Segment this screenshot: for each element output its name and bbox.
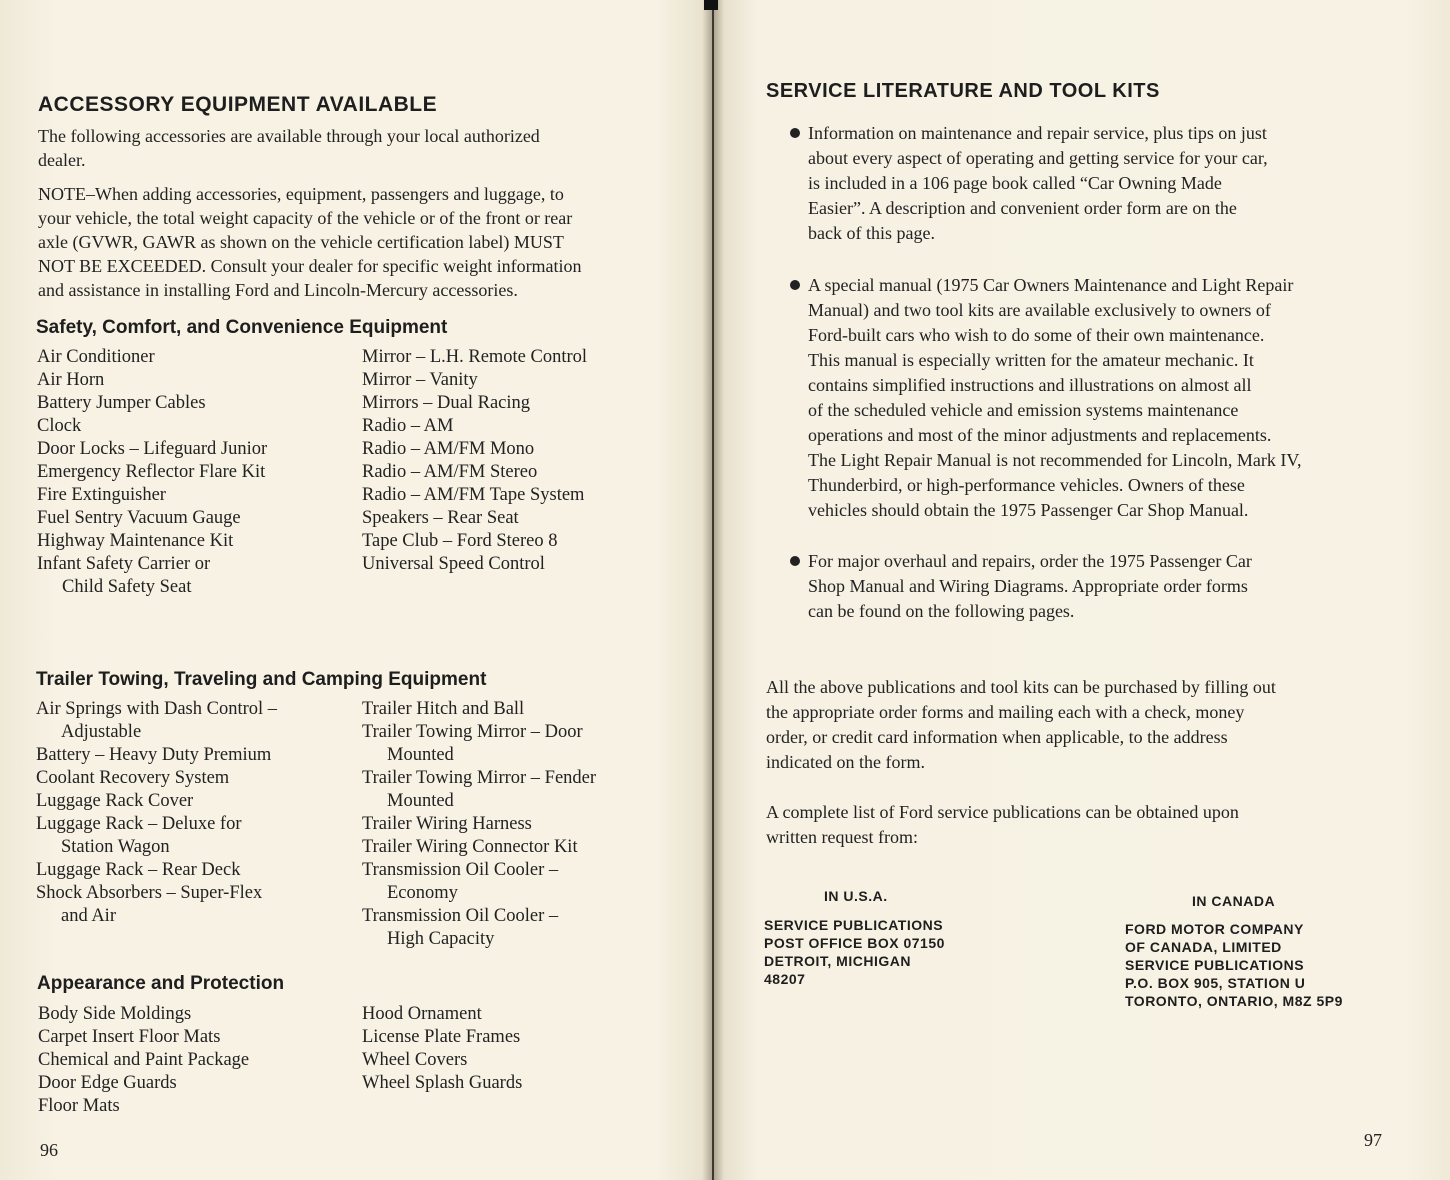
bullet-paragraph-3: [808, 549, 1252, 624]
page-number-right: 97: [1364, 1130, 1382, 1150]
list-item: Body Side Moldings: [38, 1004, 192, 1024]
text-line: and assistance in installing Ford and Lincoln-Mercury accessories.: [38, 280, 518, 300]
text-line: All the above publications and tool kits can be purchased by filling out: [766, 677, 1276, 697]
list-item: Trailer Wiring Connector Kit: [362, 837, 578, 857]
text-line: vehicles should obtain the 1975 Passenger Car Shop Manual.: [808, 500, 1249, 520]
text-line: Ford-built cars who wish to do some of their own maintenance.: [808, 325, 1265, 345]
list-item: Mounted: [387, 791, 454, 811]
appearance-list-col2: [362, 1003, 522, 1095]
text-line: operations and most of the minor adjustments and replacements.: [808, 425, 1272, 445]
list-item: Wheel Splash Guards: [362, 1073, 523, 1093]
list-item: Fire Extinguisher: [37, 485, 166, 505]
text-line: is included in a 106 page book called “Car Owning Made: [808, 173, 1222, 193]
usa-heading: IN U.S.A.: [824, 888, 888, 904]
list-item: Battery Jumper Cables: [37, 393, 206, 413]
text-line: The Light Repair Manual is not recommended for Lincoln, Mark IV,: [808, 450, 1302, 470]
address-line: TORONTO, ONTARIO, M8Z 5P9: [1125, 993, 1343, 1009]
intro-paragraph: [38, 124, 540, 172]
text-line: written request from:: [766, 827, 918, 847]
text-line: dealer.: [38, 150, 86, 170]
text-line: axle (GVWR, GAWR as shown on the vehicle certification label) MUST: [38, 232, 564, 252]
list-item: Mounted: [387, 745, 454, 765]
list-item: Transmission Oil Cooler –: [362, 906, 559, 926]
trailer-heading: Trailer Towing, Traveling and Camping Equipment: [36, 669, 487, 690]
list-item: Wheel Covers: [362, 1050, 468, 1070]
text-line: order, or credit card information when applicable, to the address: [766, 727, 1228, 747]
list-item: Door Edge Guards: [38, 1073, 177, 1093]
list-item: Trailer Wiring Harness: [362, 814, 532, 834]
text-line: indicated on the form.: [766, 752, 925, 772]
list-item: Clock: [37, 416, 82, 436]
list-item: Shock Absorbers – Super-Flex: [36, 883, 263, 903]
list-item: Adjustable: [61, 722, 142, 742]
text-line: the appropriate order forms and mailing each with a check, money: [766, 702, 1245, 722]
list-item: Luggage Rack – Deluxe for: [36, 814, 242, 834]
list-item: Universal Speed Control: [362, 554, 545, 574]
right-page: [714, 0, 1450, 1180]
list-item: Mirror – Vanity: [362, 370, 478, 390]
usa-address: [764, 916, 945, 988]
list-item: Hood Ornament: [362, 1004, 482, 1024]
text-line: contains simplified instructions and illustrations on almost all: [808, 375, 1252, 395]
book-gutter: [702, 0, 724, 1180]
text-line: NOT BE EXCEEDED. Consult your dealer for specific weight information: [38, 256, 582, 276]
text-line: of the scheduled vehicle and emission systems maintenance: [808, 400, 1239, 420]
list-item: Floor Mats: [38, 1096, 120, 1116]
list-item: Chemical and Paint Package: [38, 1050, 250, 1070]
accessory-title: ACCESSORY EQUIPMENT AVAILABLE: [38, 93, 438, 116]
text-line: can be found on the following pages.: [808, 601, 1075, 621]
list-item: and Air: [61, 906, 116, 926]
text-line: Shop Manual and Wiring Diagrams. Appropriate order forms: [808, 576, 1248, 596]
list-item: Radio – AM/FM Mono: [362, 439, 535, 459]
list-item: Luggage Rack Cover: [36, 791, 194, 811]
left-page: [0, 0, 712, 1180]
list-item: Speakers – Rear Seat: [362, 508, 519, 528]
trailer-list-col1: [36, 698, 277, 928]
list-item: Radio – AM/FM Stereo: [362, 462, 538, 482]
text-line: The following accessories are available through your local authorized: [38, 126, 540, 146]
list-item: Radio – AM/FM Tape System: [362, 485, 585, 505]
list-item: Economy: [387, 883, 458, 903]
list-item: Emergency Reflector Flare Kit: [37, 462, 266, 482]
list-item: Door Locks – Lifeguard Junior: [37, 439, 268, 459]
bullet-dot: [790, 128, 800, 138]
list-item: Battery – Heavy Duty Premium: [36, 745, 272, 765]
text-line: This manual is especially written for the amateur mechanic. It: [808, 350, 1254, 370]
list-item: Child Safety Seat: [62, 577, 192, 597]
list-item: Trailer Towing Mirror – Door: [362, 722, 583, 742]
trailer-list-col2: [362, 698, 596, 951]
list-item: Air Conditioner: [37, 347, 155, 367]
list-item: Infant Safety Carrier or: [37, 554, 211, 574]
list-item: Air Springs with Dash Control –: [36, 699, 278, 719]
request-paragraph: [766, 800, 1239, 850]
safety-heading: Safety, Comfort, and Convenience Equipment: [36, 317, 448, 338]
address-line: OF CANADA, LIMITED: [1125, 939, 1282, 955]
list-item: Coolant Recovery System: [36, 768, 230, 788]
text-line: Manual) and two tool kits are available exclusively to owners of: [808, 300, 1271, 320]
address-line: 48207: [764, 971, 806, 987]
text-line: Easier”. A description and convenient order form are on the: [808, 198, 1237, 218]
bullet-paragraph-1: [808, 121, 1268, 246]
address-line: SERVICE PUBLICATIONS: [764, 917, 944, 933]
text-line: back of this page.: [808, 223, 935, 243]
list-item: Radio – AM: [362, 416, 454, 436]
text-line: about every aspect of operating and getting service for your car,: [808, 148, 1268, 168]
text-line: For major overhaul and repairs, order the 1975 Passenger Car: [808, 551, 1252, 571]
note-paragraph: [38, 182, 582, 302]
page-number-left: 96: [40, 1140, 58, 1160]
list-item: Station Wagon: [61, 837, 170, 857]
address-line: SERVICE PUBLICATIONS: [1125, 957, 1305, 973]
list-item: Mirror – L.H. Remote Control: [362, 347, 588, 367]
list-item: Air Horn: [37, 370, 105, 390]
list-item: Highway Maintenance Kit: [37, 531, 234, 551]
text-line: NOTE–When adding accessories, equipment, passengers and luggage, to: [38, 184, 564, 204]
binding-tab: [704, 0, 718, 10]
appearance-heading: Appearance and Protection: [37, 973, 285, 994]
text-line: Thunderbird, or high-performance vehicles. Owners of these: [808, 475, 1245, 495]
list-item: Trailer Towing Mirror – Fender: [362, 768, 597, 788]
purchase-paragraph: [766, 675, 1276, 775]
bullet-dot: [790, 556, 800, 566]
bullet-paragraph-2: [808, 273, 1302, 523]
address-line: FORD MOTOR COMPANY: [1125, 921, 1304, 937]
bullet-dot: [790, 280, 800, 290]
address-line: P.O. BOX 905, STATION U: [1125, 975, 1306, 991]
list-item: High Capacity: [387, 929, 495, 949]
list-item: Transmission Oil Cooler –: [362, 860, 559, 880]
list-item: Fuel Sentry Vacuum Gauge: [37, 508, 241, 528]
list-item: License Plate Frames: [362, 1027, 521, 1047]
canada-heading: IN CANADA: [1192, 893, 1276, 909]
service-title: SERVICE LITERATURE AND TOOL KITS: [766, 80, 1160, 102]
list-item: Carpet Insert Floor Mats: [38, 1027, 221, 1047]
appearance-list-col1: [38, 1003, 249, 1118]
text-line: A special manual (1975 Car Owners Maintenance and Light Repair: [808, 275, 1294, 295]
text-line: A complete list of Ford service publications can be obtained upon: [766, 802, 1239, 822]
list-item: Trailer Hitch and Ball: [362, 699, 525, 719]
list-item: Tape Club – Ford Stereo 8: [362, 531, 558, 551]
safety-list-col2: [362, 346, 587, 576]
list-item: Luggage Rack – Rear Deck: [36, 860, 241, 880]
text-line: Information on maintenance and repair service, plus tips on just: [808, 123, 1267, 143]
list-item: Mirrors – Dual Racing: [362, 393, 531, 413]
text-line: your vehicle, the total weight capacity of the vehicle or of the front or rear: [38, 208, 573, 228]
safety-list-col1: [37, 346, 267, 599]
address-line: POST OFFICE BOX 07150: [764, 935, 945, 951]
canada-address: [1125, 920, 1343, 1010]
address-line: DETROIT, MICHIGAN: [764, 953, 911, 969]
